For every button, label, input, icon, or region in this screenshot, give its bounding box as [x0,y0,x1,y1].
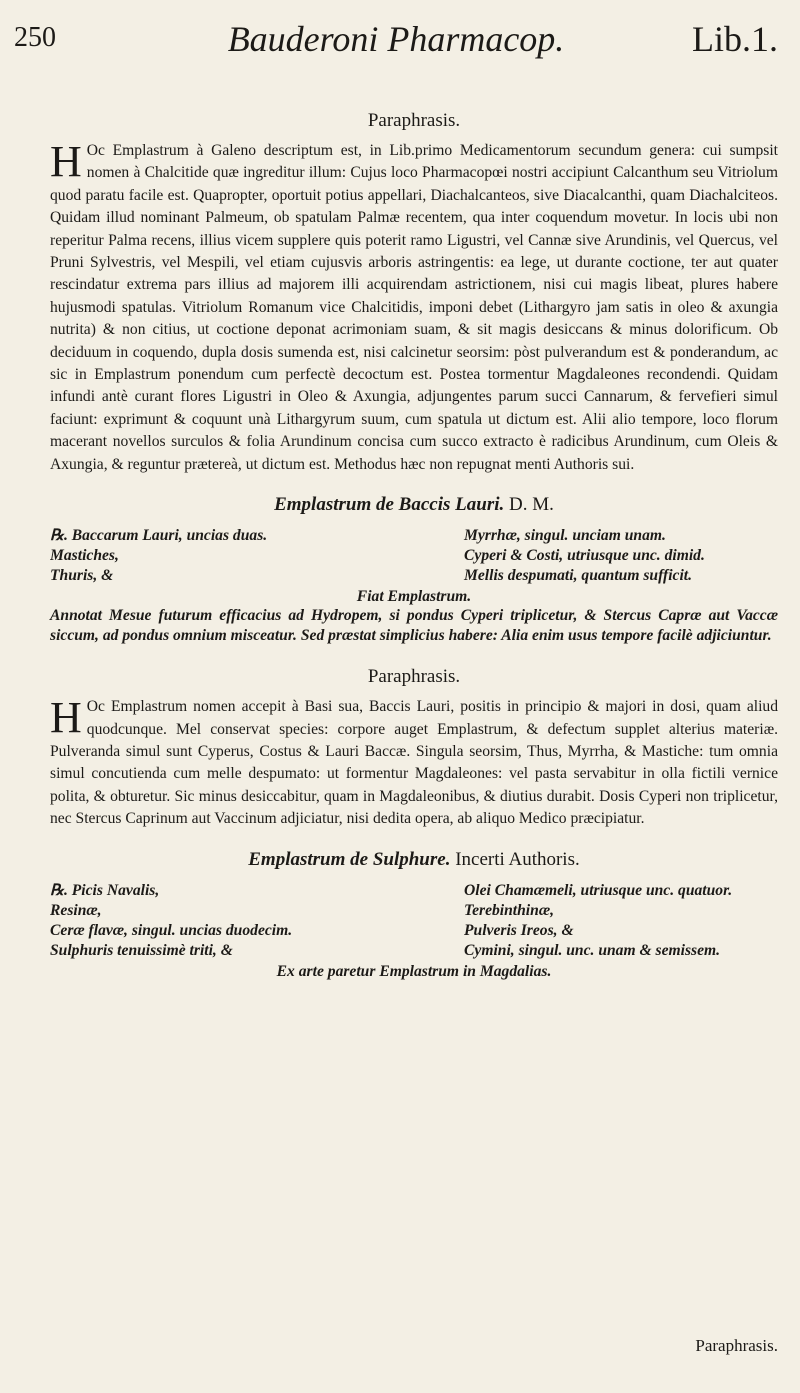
ingredient: Pulveris Ireos, & [464,921,574,939]
ingredient: Ceræ flavæ, singul. uncias duodecim. [50,921,293,939]
ingredient: Myrrhæ, singul. unciam unam. [464,527,666,545]
ingredient-list-1 [50,526,778,586]
section-heading-2: Paraphrasis. [367,666,461,688]
recipe-title-2 [50,849,778,871]
recipe-title-2-suffix: Incerti Authoris. [455,848,580,870]
recipe-instruction-2: Ex arte paretur Emplastrum in Magdalias. [276,962,552,980]
page-number: 250 [14,22,56,53]
drop-capital: H [50,693,82,743]
running-head [14,12,778,72]
drop-capital: H [50,137,82,186]
paragraph-1 [50,137,778,476]
ingredient: Sulphuris tenuissimè triti, & [50,941,233,959]
running-title: Bauderoni Pharmacop. [227,19,565,59]
recipe-title-1-suffix: D. M. [509,494,554,516]
ingredient: Thuris, & [50,567,114,585]
ingredient: Terebinthinæ, [464,901,554,919]
recipe-title-1-name: Emplastrum de Baccis Lauri. [274,494,505,516]
ingredient: Cyperi & Costi, utriusque unc. dimid. [464,547,705,565]
page-body [50,110,778,981]
recipe-title-2-name: Emplastrum de Sulphure. [248,848,451,870]
recipe-instruction-1: Fiat Emplastrum. [356,588,472,606]
paragraph-2-text: Oc Emplastrum nomen accepit à Basi sua, Baccis Lauri, positis in principio & majori in dosi, quam aliud quodcunque. Mel conservat species: corpore auget Emplastrum, & defectum supplet alterius materiæ. Pulveranda simul sunt Cyperus, Costus & Lauri Baccæ. Singula seorsim, Thus, Myrrha, & Mastiche: tum omnia simul concutienda cum melle despumato: ut formentur Magdaleones: vel pasta servabitur in olla fictili vernice polita, & obturetur. Sic minus desiccabitur, quam in Magdaleonibus, & diutius durabit. Dosis Cyperi non triplicetur, nec Stercus Caprinum aut Vaccinum adjiciatur, nisi dedita opera, ab aliquo Medico præcipiatur. [50,698,778,828]
ingredient: ℞. Baccarum Lauri, uncias duas. [50,527,268,545]
ingredient: ℞. Picis Navalis, [50,881,160,899]
ingredient: Cymini, singul. unc. unam & semissem. [464,941,721,959]
recipe-annotation: Annotat Mesue futurum efficacius ad Hydropem, si pondus Cyperi triplicetur, & Stercus Capræ aut Vaccæ siccum, ad pondus omnium misceatur. Sed præstat simplicius habere: Alia enim usus tempore facilè adjiciuntur. [50,607,778,645]
ingredient: Olei Chamæmeli, utriusque unc. quatuor. [464,881,733,899]
ingredient-list-2 [50,881,778,961]
ingredient: Resinæ, [50,901,102,919]
section-heading-1: Paraphrasis. [367,110,461,131]
catchword: Paraphrasis. [695,1336,778,1355]
ingredient: Mellis despumati, quantum sufficit. [464,567,693,585]
book-reference: Lib.1. [692,19,778,59]
recipe-title-1 [50,494,778,516]
paragraph-1-text: Oc Emplastrum à Galeno descriptum est, in Lib.primo Medicamentorum secundum genera: cui sumpsit nomen à Chalcitide quæ ingreditur illum: Cujus loco Pharmacopœi nostri accipiunt Calcanthum seu Vitriolum quod paratu facile est. Quapropter, oportuit potius appellari, Diachalcanteos, sive Diacalcanthi, quam Diachalciteos. Quidam illud nominant Palmeum, ob spatulam Palmæ recentem, qua inter coquendum movetur. In locis ubi non reperitur Palma recens, illius vicem supplere quis poterit ramo Ligustri, vel Cannæ sive Arundinis, vel Quercus, vel Pruni Sylvestris, vel Mespili, vel etiam cujusvis arboris astringentis: ea lege, ut durante coctione, ter aut quater rescindatur extrema pars illius ad majorem illi acquirendam astrictionem, nisi cui magis libeat, plures habere hujusmodi spatulas. Vitriolum Romanum vice Chalcitidis, imponi debet (Lithargyro jam satis in oleo & axungia nutrita) & non citius, ut coctione deponat acrimoniam suam, & sit magis desiccans & minus dolorificum. Ob deciduum in coquendo, dupla dosis sumenda est, nisi calcinetur seorsim: pòst pulverandum est & ponderandum, ac sic in Emplastrum ponendum cum perfectè decoctum est. Postea tormentur Magdaleones recondendi. Quidam infundi antè curant flores Ligustri in Oleo & Axungia, adjungentes parum succi Cannarum, & fervefieri simul faciunt: exprimunt & coquunt unà Lithargyrum suum, cum spatula ut dictum est. Alii alio tempore, loco florum macerant novellos surculos & folia Arundinum concisa cum succo extracto è radicibus Arundinum, cum Oleis & Axungia, & reguntur prætereà, ut dictum est. Methodus hæc non repugnat menti Authoris sui. [50,142,778,473]
ingredient: Mastiches, [50,547,119,565]
paragraph-2 [50,693,778,830]
